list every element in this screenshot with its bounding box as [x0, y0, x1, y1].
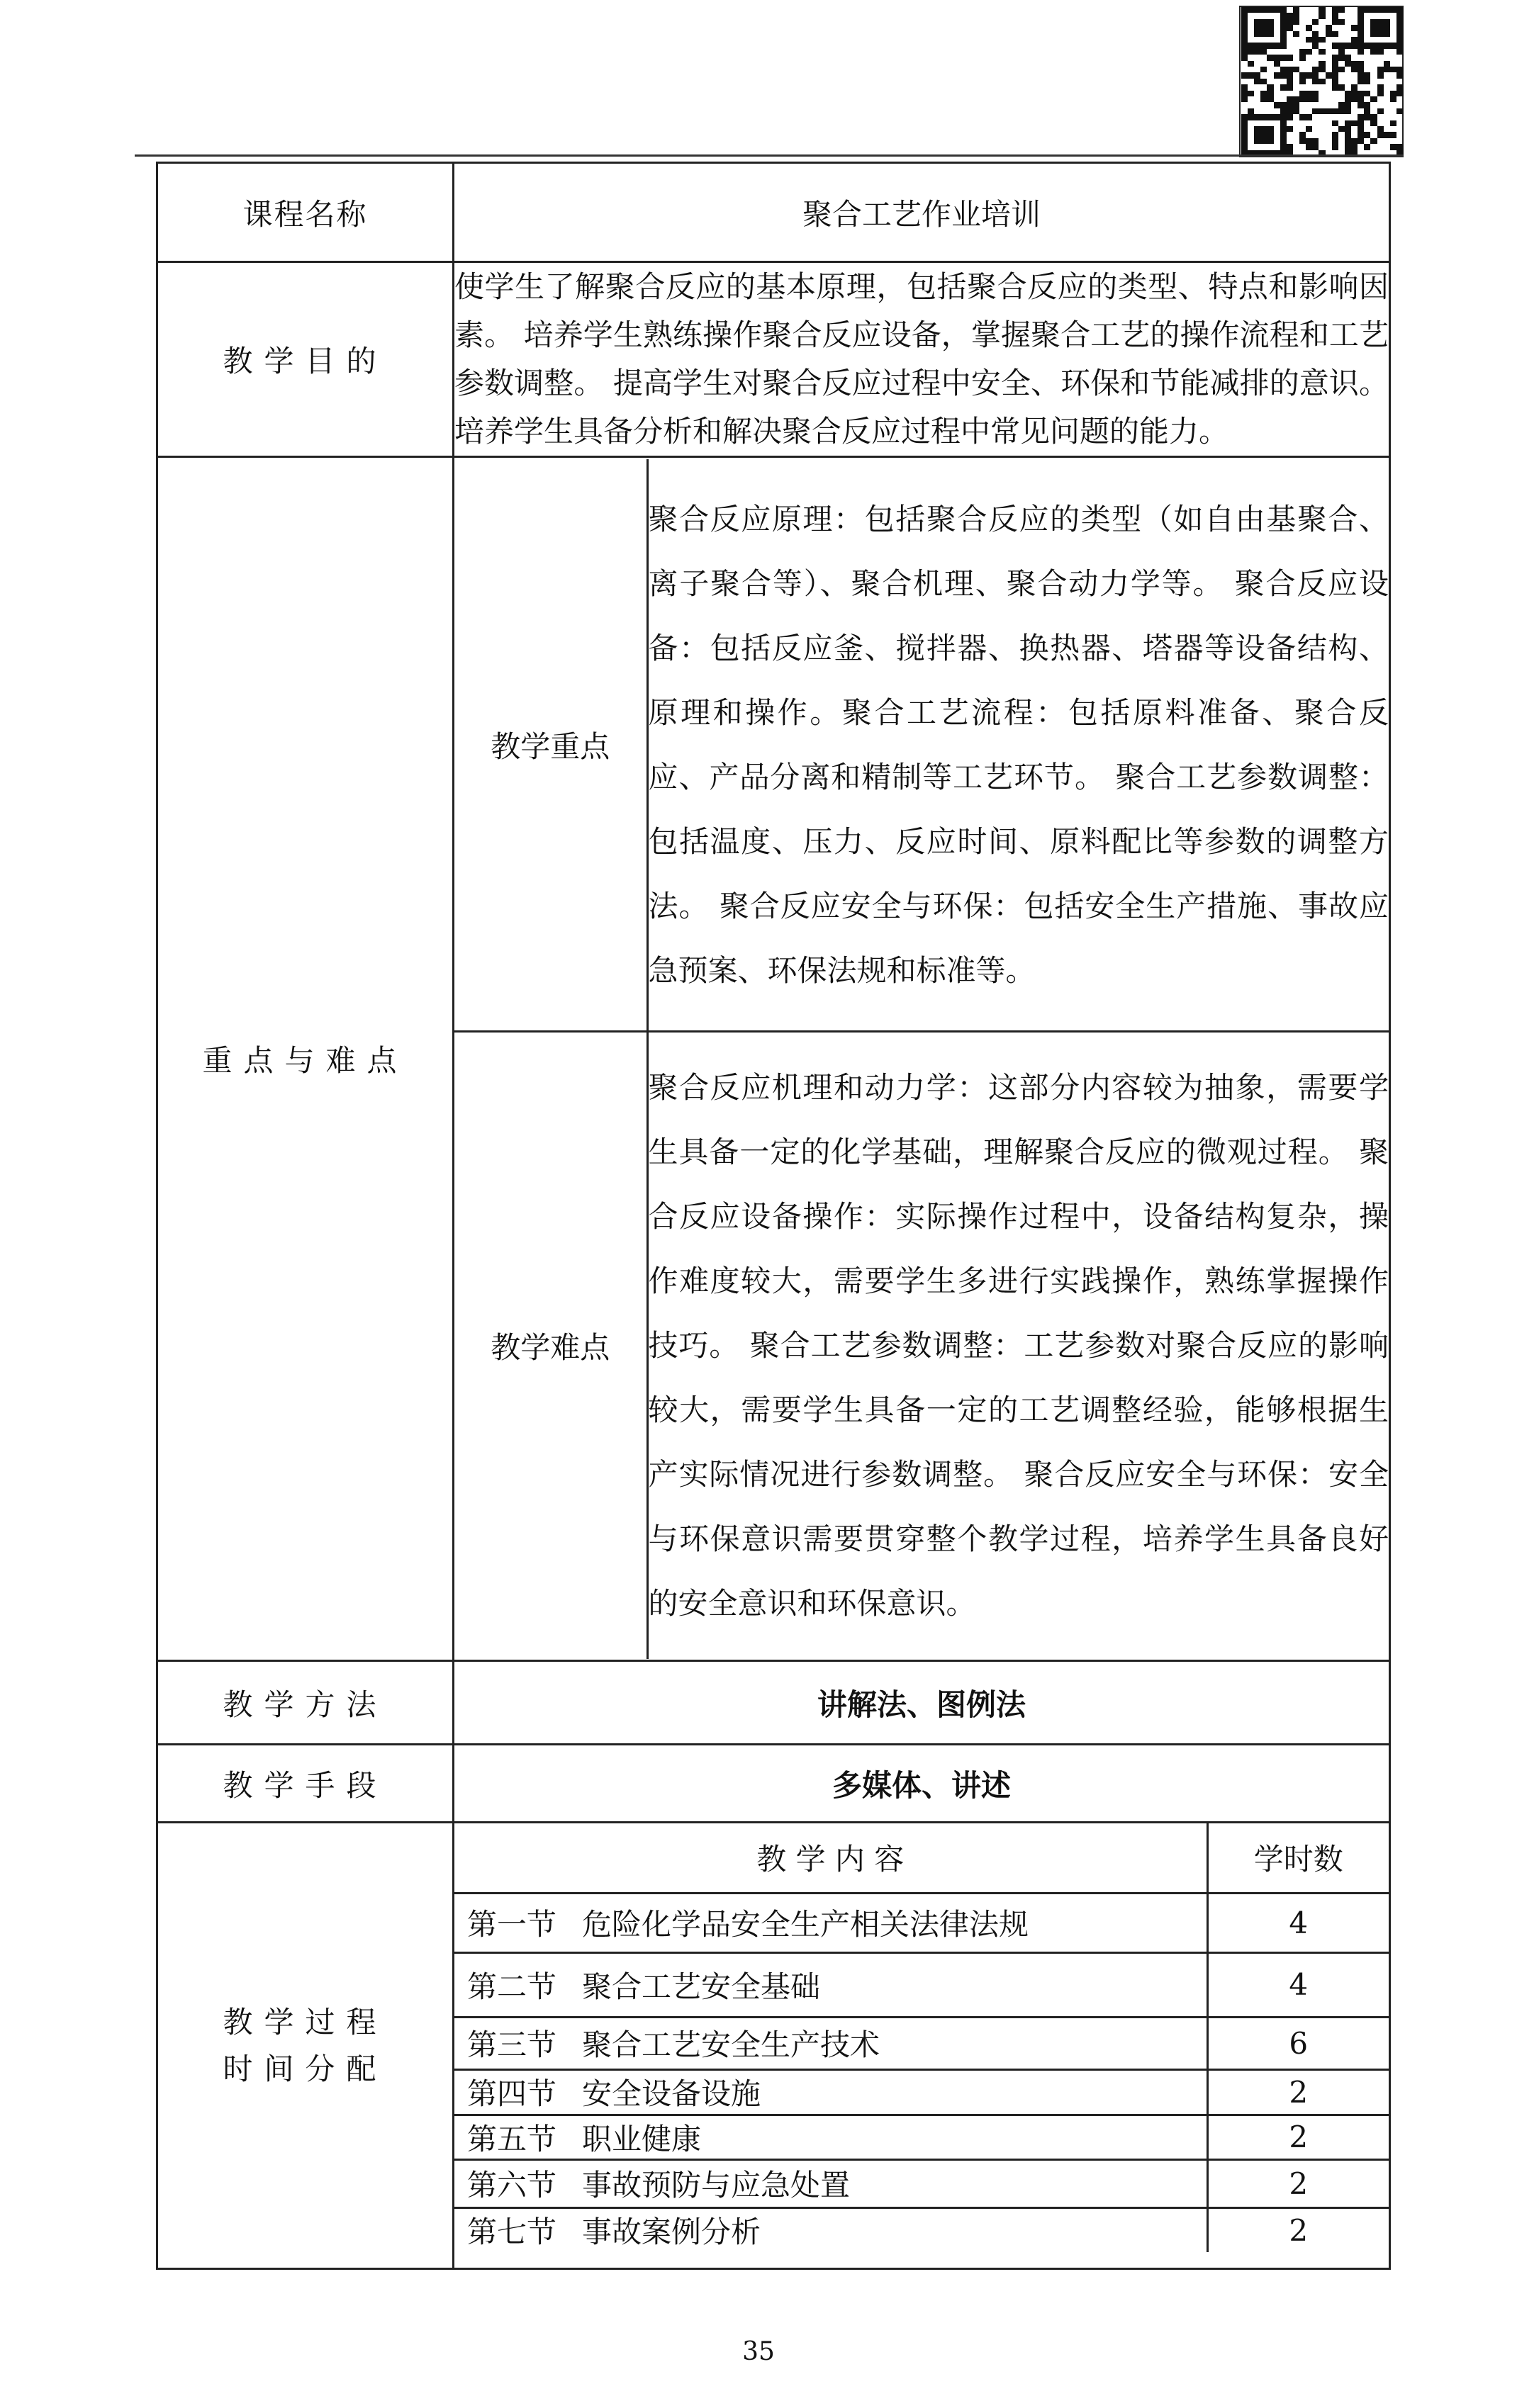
- section-cell: [454, 2115, 1207, 2159]
- schedule-table: [454, 1823, 1389, 2252]
- course-name-label: 课程名称: [157, 163, 454, 262]
- section-number: 第三节: [467, 2027, 557, 2062]
- means-label: 教学手段: [157, 1745, 454, 1823]
- schedule-row: [157, 1823, 1390, 2269]
- schedule-row-item: [454, 2159, 1389, 2207]
- section-number: 第二节: [467, 1969, 557, 2004]
- section-number: 第五节: [467, 2121, 557, 2156]
- schedule-row-item: [454, 2207, 1389, 2252]
- section-title: 聚合工艺安全基础: [582, 1969, 821, 2004]
- section-cell: [454, 2017, 1207, 2069]
- section-hours: 6: [1207, 2017, 1389, 2069]
- schedule-row-item: [454, 1952, 1389, 2017]
- section-number: 第四节: [467, 2076, 557, 2111]
- difficult-points-row: [454, 1032, 1389, 1659]
- section-cell: [454, 2069, 1207, 2115]
- schedule-row-item: [454, 1893, 1389, 1952]
- key-points-label: 教学重点: [454, 459, 647, 1032]
- section-title: 危险化学品安全生产相关法律法规: [582, 1907, 1029, 1942]
- method-row: [157, 1661, 1390, 1745]
- section-hours: 4: [1207, 1893, 1389, 1952]
- schedule-row-item: [454, 2115, 1389, 2159]
- section-hours: 4: [1207, 1952, 1389, 2017]
- qr-code-icon: [1239, 6, 1404, 157]
- section-cell: [454, 2159, 1207, 2207]
- schedule-cell: [454, 1823, 1390, 2269]
- method-value: 讲解法、图例法: [454, 1661, 1390, 1745]
- section-number: 第一节: [467, 1907, 557, 1942]
- schedule-label-line2: 时间分配: [223, 2051, 388, 2086]
- means-row: [157, 1745, 1390, 1823]
- section-title: 聚合工艺安全生产技术: [582, 2027, 880, 2062]
- key-difficult-subtable: [454, 459, 1389, 1659]
- course-row: [157, 163, 1390, 262]
- section-hours: 2: [1207, 2115, 1389, 2159]
- section-hours: 2: [1207, 2159, 1389, 2207]
- schedule-row-item: [454, 2069, 1389, 2115]
- key-difficult-label: 重点与难点: [157, 457, 454, 1661]
- section-cell: [454, 2207, 1207, 2252]
- difficult-points-text: 聚合反应机理和动力学：这部分内容较为抽象，需要学生具备一定的化学基础，理解聚合反应的微观过程。 聚合反应设备操作：实际操作过程中，设备结构复杂，操作难度较大，需要学生多进行实践操作，熟练掌握操作技巧。 聚合工艺参数调整：工艺参数对聚合反应的影响较大，需要学生具备一定的工艺调整经验，能够根据生产实际情况进行参数调整。 聚合反应安全与环保：安全与环保意识需要贯穿整个教学过程，培养学生具备良好的安全意识和环保意识。: [647, 1032, 1389, 1659]
- section-title: 事故案例分析: [582, 2215, 761, 2250]
- method-label: 教学方法: [157, 1661, 454, 1745]
- key-difficult-row: [157, 457, 1390, 1661]
- objectives-text: 使学生了解聚合反应的基本原理，包括聚合反应的类型、特点和影响因素。 培养学生熟练操作聚合反应设备，掌握聚合工艺的操作流程和工艺参数调整。 提高学生对聚合反应过程中安全、环保和节能减排的意识。培养学生具备分析和解决聚合反应过程中常见问题的能力。: [454, 262, 1390, 457]
- section-cell: [454, 1952, 1207, 2017]
- page-number: 35: [742, 2337, 775, 2366]
- section-title: 安全设备设施: [582, 2076, 761, 2111]
- section-number: 第六节: [467, 2168, 557, 2202]
- schedule-row-item: [454, 2017, 1389, 2069]
- section-hours: 2: [1207, 2207, 1389, 2252]
- section-title: 职业健康: [582, 2121, 702, 2156]
- hours-header: 学时数: [1207, 1823, 1389, 1893]
- section-title: 事故预防与应急处置: [582, 2168, 851, 2202]
- schedule-header-row: [454, 1823, 1389, 1893]
- top-rule: [135, 154, 1404, 157]
- course-name-value: 聚合工艺作业培训: [454, 163, 1390, 262]
- section-cell: [454, 1893, 1207, 1952]
- key-points-row: [454, 459, 1389, 1032]
- objectives-label: 教学目的: [157, 262, 454, 457]
- difficult-points-label: 教学难点: [454, 1032, 647, 1659]
- content-header: 教 学 内 容: [756, 1842, 905, 1877]
- schedule-label-line1: 教学过程: [223, 2004, 388, 2040]
- section-number: 第七节: [467, 2215, 557, 2250]
- key-points-text: 聚合反应原理：包括聚合反应的类型（如自由基聚合、离子聚合等）、聚合机理、聚合动力学等。 聚合反应设备：包括反应釜、搅拌器、换热器、塔器等设备结构、原理和操作。聚合工艺流程：包括原料准备、聚合反应、产品分离和精制等工艺环节。 聚合工艺参数调整：包括温度、压力、反应时间、原料配比等参数的调整方法。 聚合反应安全与环保：包括安全生产措施、事故应急预案、环保法规和标准等。: [648, 501, 1389, 988]
- objectives-row: [157, 262, 1390, 457]
- syllabus-table: [156, 162, 1391, 2270]
- means-value: 多媒体、讲述: [454, 1745, 1390, 1823]
- schedule-label: [157, 1823, 454, 2269]
- section-hours: 2: [1207, 2069, 1389, 2115]
- key-difficult-cell: [454, 457, 1390, 1661]
